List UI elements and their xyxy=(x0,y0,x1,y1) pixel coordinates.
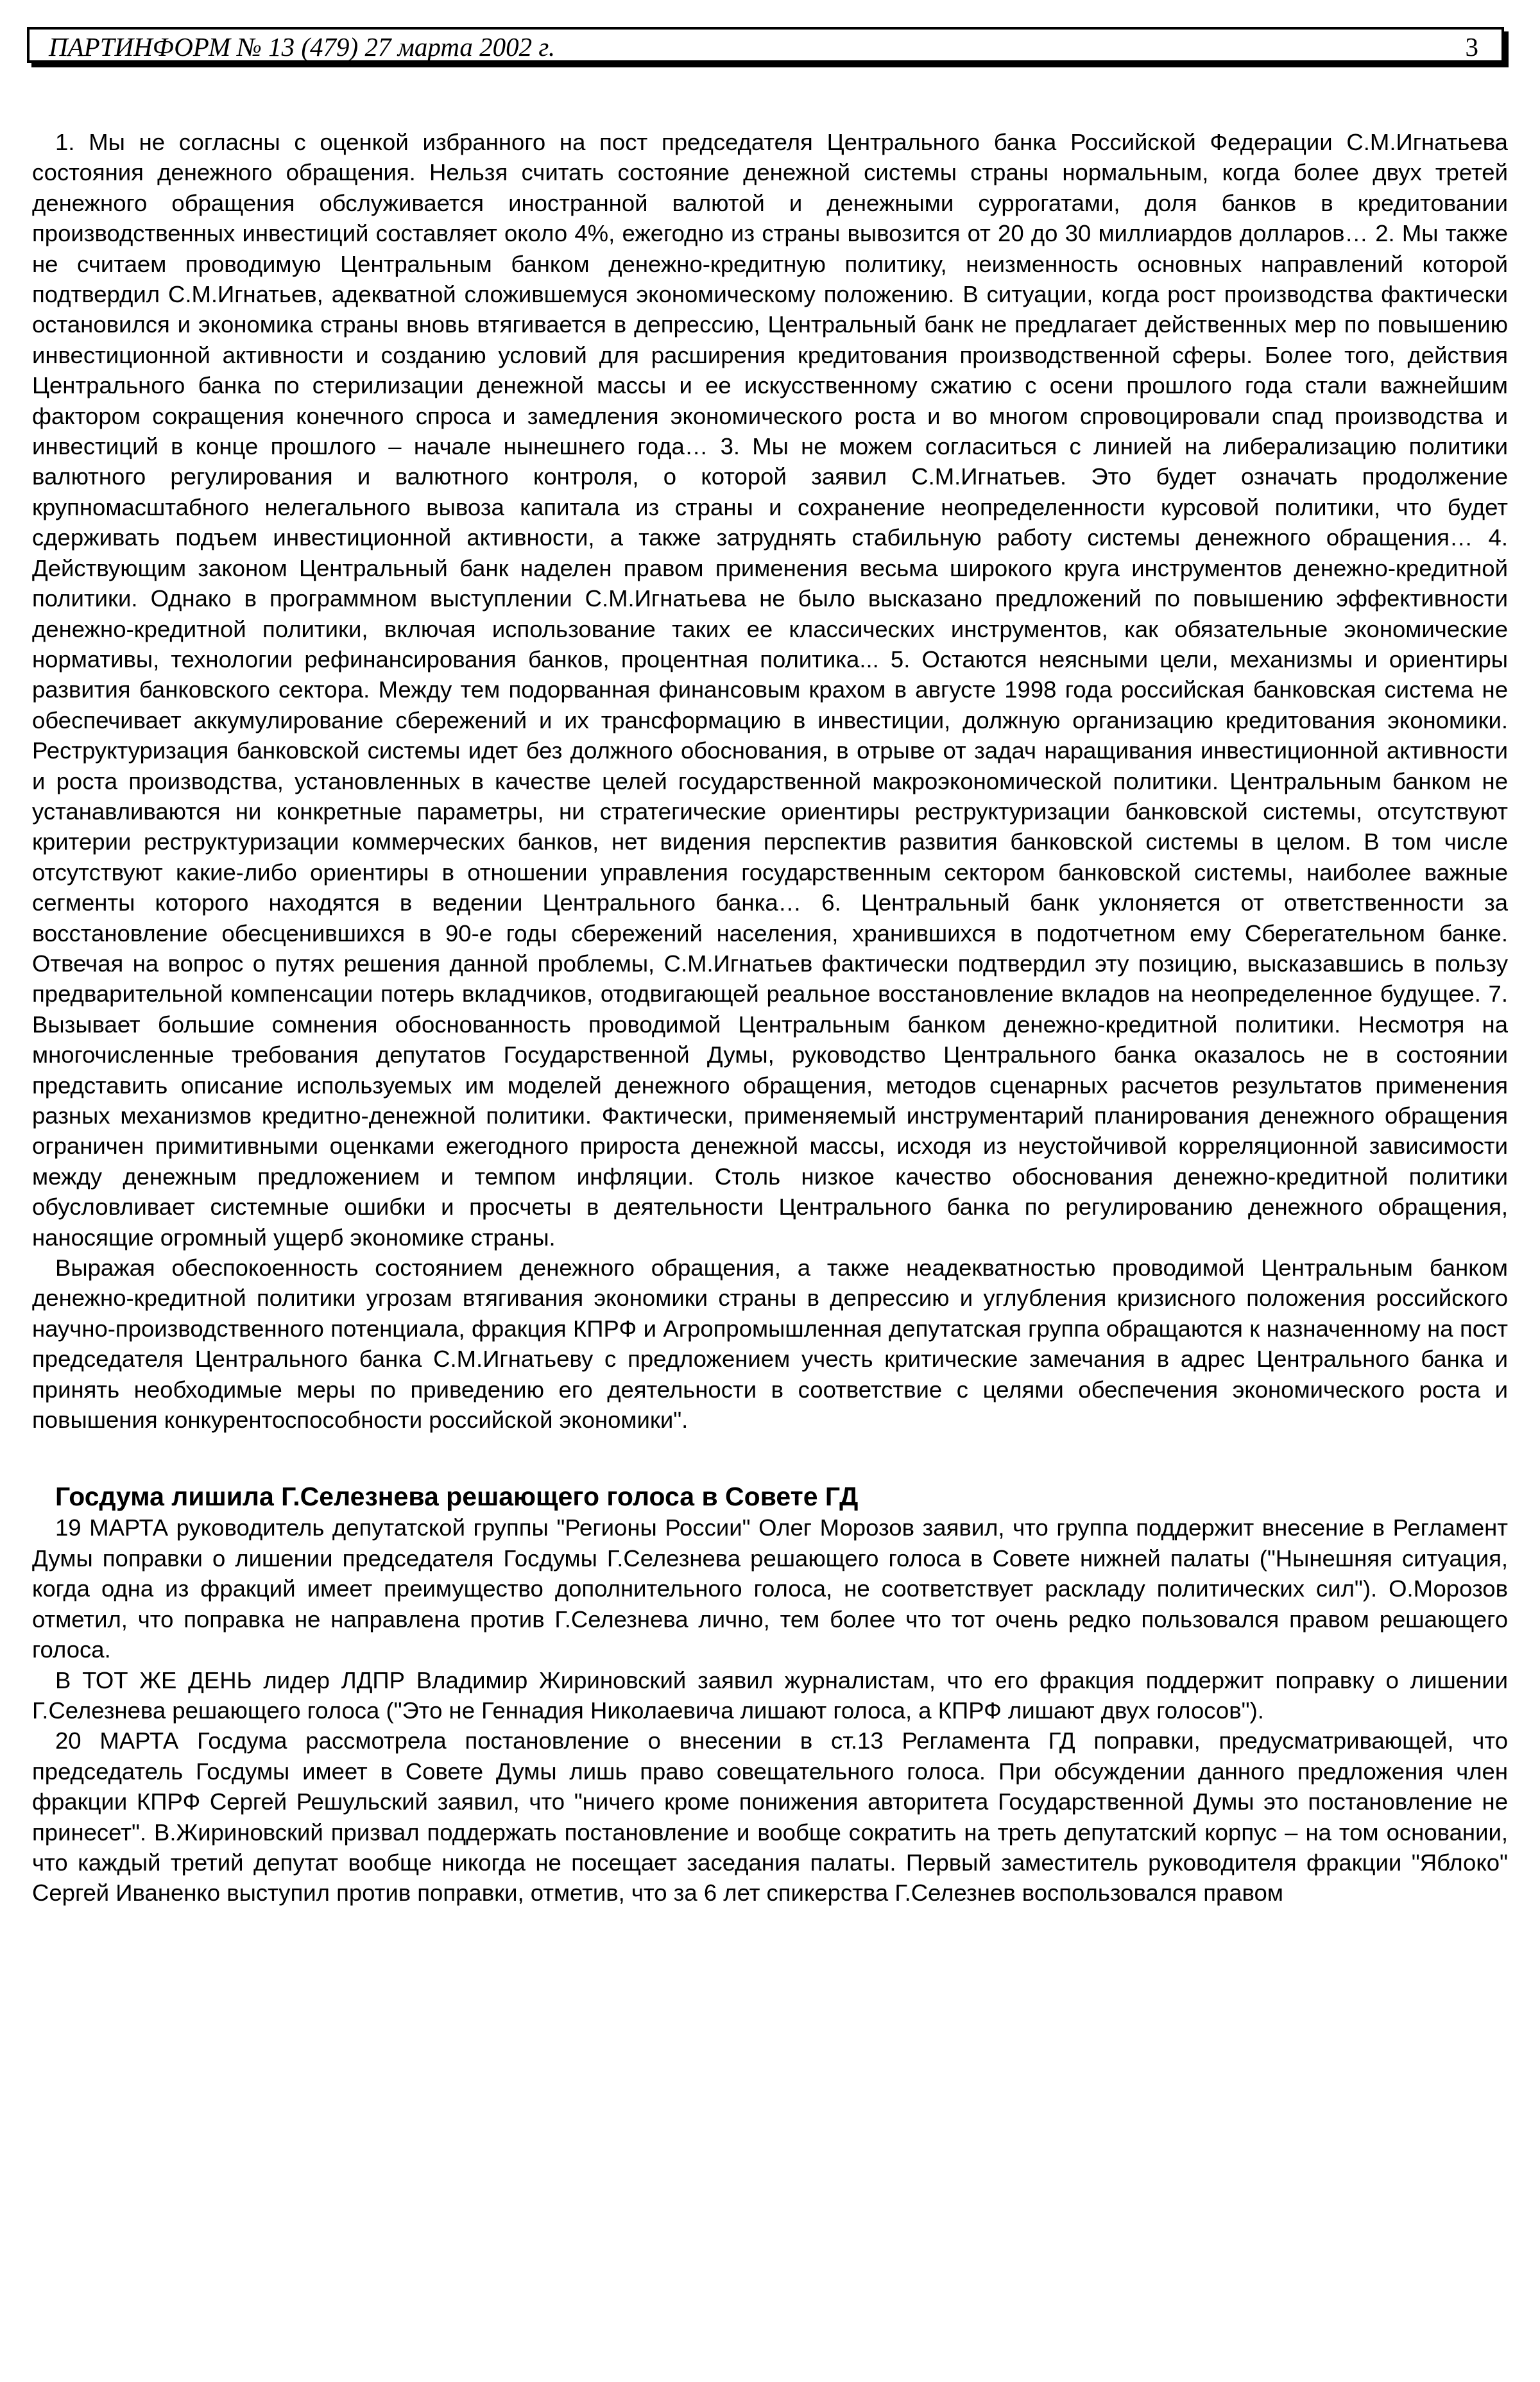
body-paragraph: Выражая обеспокоенность состоянием денежного обращения, а также неадекватностью проводимой Центральным банком денежно-кредитной политики угрозам втягивания экономики страны в депрессию и углубления кризисного положения российского научно-производственного потенциала, фракция КПРФ и Агропромышленная депутатская группа обращаются к назначенному на пост председателя Центрального банка С.М.Игнатьеву с предложением учесть критические замечания в адрес Центрального банка и принять необходимые меры по приведению его деятельности в соответствие с целями обеспечения экономического роста и повышения конкурентоспособности российской экономики". xyxy=(32,1255,1508,1434)
publication-title: ПАРТИНФОРМ № 13 (479) 27 марта 2002 г. xyxy=(49,32,556,62)
article-paragraph: В ТОТ ЖЕ ДЕНЬ лидер ЛДПР Владимир Жириновский заявил журналистам, что его фракция поддержит поправку о лишении Г.Селезнева решающего голоса ("Это не Геннадия Николаевича лишают голоса, а КПРФ лишают двух голосов"). xyxy=(32,1667,1508,1724)
page-header xyxy=(27,27,1504,63)
article-paragraph: 19 МАРТА руководитель депутатской группы "Регионы России" Олег Морозов заявил, что группа поддержит внесение в Регламент Думы поправки о лишении председателя Госдумы Г.Селезнева решающего голоса в Совете нижней палаты ("Нынешняя ситуация, когда одна из фракций имеет преимущество дополнительного голоса, не соответствует раскладу политических сил"). О.Морозов отметил, что поправка не направлена против Г.Селезнева лично, тем более что тот очень редко пользовался правом решающего голоса. xyxy=(32,1514,1508,1663)
page-body xyxy=(32,127,1508,1908)
article-headline: Госдума лишила Г.Селезнева решающего голоса в Совете ГД xyxy=(55,1482,859,1512)
article-paragraph: 20 МАРТА Госдума рассмотрела постановление о внесении в ст.13 Регламента ГД поправки, предусматривающей, что председатель Госдумы имеет в Совете Думы лишь право совещательного голоса. При обсуждении данного предложения член фракции КПРФ Сергей Решульский заявил, что "ничего кроме понижения авторитета Государственной Думы это постановление не принесет". В.Жириновский призвал поддержать постановление и вообще сократить на треть депутатский корпус – на том основании, что каждый третий депутат вообще никогда не посещает заседания палаты. Первый заместитель руководителя фракции "Яблоко" Сергей Иваненко выступил против поправки, отметив, что за 6 лет спикерства Г.Селезнев воспользовался правом xyxy=(32,1727,1508,1906)
body-paragraph: 1. Мы не согласны с оценкой избранного на пост председателя Центрального банка Российской Федерации С.М.Игнатьева состояния денежного обращения. Нельзя считать состояние денежной системы страны нормальным, когда более двух третей денежного обращения обслуживается иностранной валютой и денежными суррогатами, доля банков в кредитовании производственных инвестиций составляет около 4%, ежегодно из страны вывозится от 20 до 30 миллиардов долларов… 2. Мы также не считаем проводимую Центральным банком денежно-кредитную политику, неизменность основных направлений которой подтвердил С.М.Игнатьев, адекватной сложившемуся экономическому положению. В ситуации, когда рост производства фактически остановился и экономика страны вновь втягивается в депрессию, Центральный банк не предлагает действенных мер по повышению инвестиционной активности и созданию условий для расширения кредитования производственной сферы. Более того, действия Центрального банка по стерилизации денежной массы и ее искусственному сжатию с осени прошлого года стали важнейшим фактором сокращения конечного спроса и замедления экономического роста и во многом спровоцировали спад производства и инвестиций в конце прошлого – начале нынешнего года… 3. Мы не можем согласиться с линией на либерализацию политики валютного регулирования и валютного контроля, о которой заявил С.М.Игнатьев. Это будет означать продолжение крупномасштабного нелегального вывоза капитала из страны и сохранение неопределенности курсовой политики, что будет сдерживать подъем инвестиционной активности, а также затруднять стабильную работу системы денежного обращения… 4. Действующим законом Центральный банк наделен правом применения весьма широкого круга инструментов денежно-кредитной политики. Однако в программном выступлении С.М.Игнатьева не было высказано предложений по повышению эффективности денежно-кредитной политики, включая использование таких ее классических инструментов, как обязательные экономические нормативы, технологии рефинансирования банков, процентная политика... 5. Остаются неясными цели, механизмы и ориентиры развития банковского сектора. Между тем подорванная финансовым крахом в августе 1998 года российская банковская система не обеспечивает аккумулирование сбережений и их трансформацию в инвестиции, должную организацию кредитования экономики. Реструктуризация банковской системы идет без должного обоснования, в отрыве от задач наращивания инвестиционной активности и роста производства, установленных в качестве целей государственной макроэкономической политики. Центральным банком не устанавливаются ни конкретные параметры, ни стратегические ориентиры реструктуризации банковской системы, отсутствуют критерии реструктуризации коммерческих банков, нет видения перспектив развития банковской системы в целом. В том числе отсутствуют какие-либо ориентиры в отношении управления государственным сектором банковской системы, наиболее важные сегменты которого находятся в ведении Центрального банка… 6. Центральный банк уклоняется от ответственности за восстановление обесценившихся в 90-е годы сбережений населения, хранившихся в подотчетном ему Сберегательном банке. Отвечая на вопрос о путях решения данной проблемы, С.М.Игнатьев фактически подтвердил эту позицию, высказавшись в пользу предварительной компенсации потерь вкладчиков, отодвигающей реальное восстановление вкладов на неопределенное будущее. 7. Вызывает большие сомнения обоснованность проводимой Центральным банком денежно-кредитной политики. Несмотря на многочисленные требования депутатов Государственной Думы, руководство Центрального банка оказалось не в состоянии представить описание используемых им моделей денежного обращения, методов сценарных расчетов результатов применения разных механизмов кредитно-денежной политики. Фактически, применяемый инструментарий планирования денежного обращения ограничен примитивными оценками ежегодного прироста денежной массы, исходя из неустойчивой корреляционной зависимости между денежным предложением и темпом инфляции. Столь низкое качество обоснования денежно-кредитной политики обусловливает системные ошибки и просчеты в деятельности Центрального банка по регулированию денежного обращения, наносящие огромный ущерб экономике страны. xyxy=(32,129,1508,1251)
page-number: 3 xyxy=(1465,32,1478,62)
